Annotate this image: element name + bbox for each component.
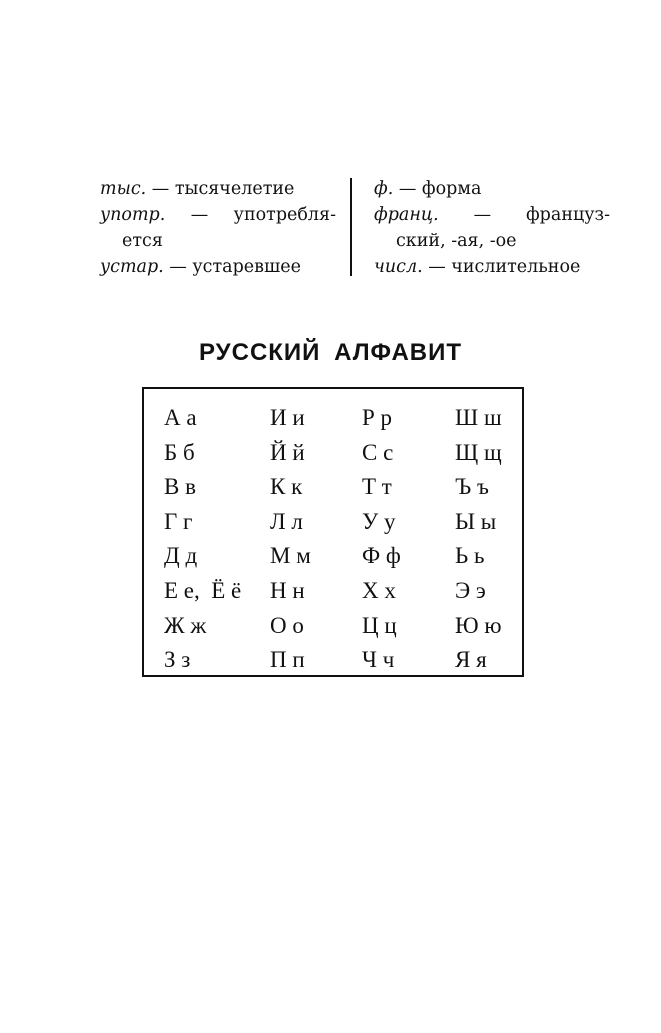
abbreviations-right-column <box>374 176 610 280</box>
letter-pair: Ь ь <box>455 543 485 569</box>
abbreviations-left-column <box>100 176 336 280</box>
alphabet-column <box>164 401 254 678</box>
letter-pair: Р р <box>362 405 393 430</box>
abbreviation-term: употр. <box>100 205 166 225</box>
abbreviation-entry <box>100 176 336 202</box>
letter-pair: У у <box>362 508 396 534</box>
letter-pair: Я я <box>455 647 487 673</box>
abbreviation-meaning: — форма <box>393 179 482 199</box>
abbreviation-entry <box>100 254 336 280</box>
letter-pair: Ц ц <box>362 612 397 638</box>
abbreviation-meaning: — употребля- <box>165 205 336 225</box>
abbreviation-line <box>100 202 336 228</box>
letter-pair: Ж ж <box>164 612 207 638</box>
abbreviation-meaning: — тысячелетие <box>146 179 295 199</box>
abbreviation-term: ф. <box>374 179 394 199</box>
abbreviation-entry <box>100 202 336 254</box>
alphabet-column <box>270 401 360 678</box>
letter-pair: З з <box>164 647 191 673</box>
letter-pair: Э э <box>455 577 486 603</box>
letter-pair: Л л <box>270 508 303 534</box>
abbreviation-term: устар. <box>100 257 164 277</box>
letter-pair: А а <box>164 405 197 430</box>
letter-pair: П п <box>270 647 305 673</box>
letter-pair: В в <box>164 474 196 500</box>
abbreviation-meaning: — числительное <box>422 257 581 277</box>
letter-pair: Й й <box>270 439 305 465</box>
abbreviation-meaning: — француз- <box>438 205 610 225</box>
letter-pair: К к <box>270 474 303 500</box>
letter-pair: Ю ю <box>455 612 502 638</box>
letter-pair: Н н <box>270 577 305 603</box>
abbreviation-term: числ. <box>374 257 423 277</box>
abbreviation-term: франц. <box>374 205 439 225</box>
letter-pair: И и <box>270 405 305 430</box>
abbreviation-term: тыс. <box>100 179 147 199</box>
letter-pair: М м <box>270 543 311 569</box>
abbreviation-line <box>374 202 610 228</box>
letter-pair: Е е, Ё ё <box>164 577 242 603</box>
letter-pair: Г г <box>164 508 193 534</box>
letter-pair: Ы ы <box>455 508 497 534</box>
letter-pair: Д д <box>164 543 198 569</box>
abbreviation-continuation: ется <box>122 231 163 251</box>
abbreviation-continuation: ский, -ая, -ое <box>396 231 517 251</box>
alphabet-title: РУССКИЙ АЛФАВИТ <box>198 339 463 366</box>
letter-pair: Т т <box>362 474 392 500</box>
letter-pair: Б б <box>164 439 195 465</box>
abbreviation-meaning: — устаревшее <box>163 257 301 277</box>
letter-pair: Ч ч <box>362 647 395 673</box>
abbreviation-entry <box>374 254 610 280</box>
letter-pair: Х х <box>362 577 396 603</box>
abbreviation-entry <box>374 176 610 202</box>
alphabet-column <box>362 401 452 678</box>
abbreviations-list <box>100 176 612 280</box>
letter-pair: Ш ш <box>455 405 502 430</box>
letter-pair: С с <box>362 439 394 465</box>
column-divider <box>350 178 352 276</box>
abbreviation-entry <box>374 202 610 254</box>
alphabet-table <box>142 387 524 677</box>
letter-pair: Ф ф <box>362 543 401 569</box>
letter-pair: О о <box>270 612 304 638</box>
letter-pair: Щ щ <box>455 439 502 465</box>
letter-pair: Ъ ъ <box>455 474 489 500</box>
alphabet-column <box>455 401 545 678</box>
